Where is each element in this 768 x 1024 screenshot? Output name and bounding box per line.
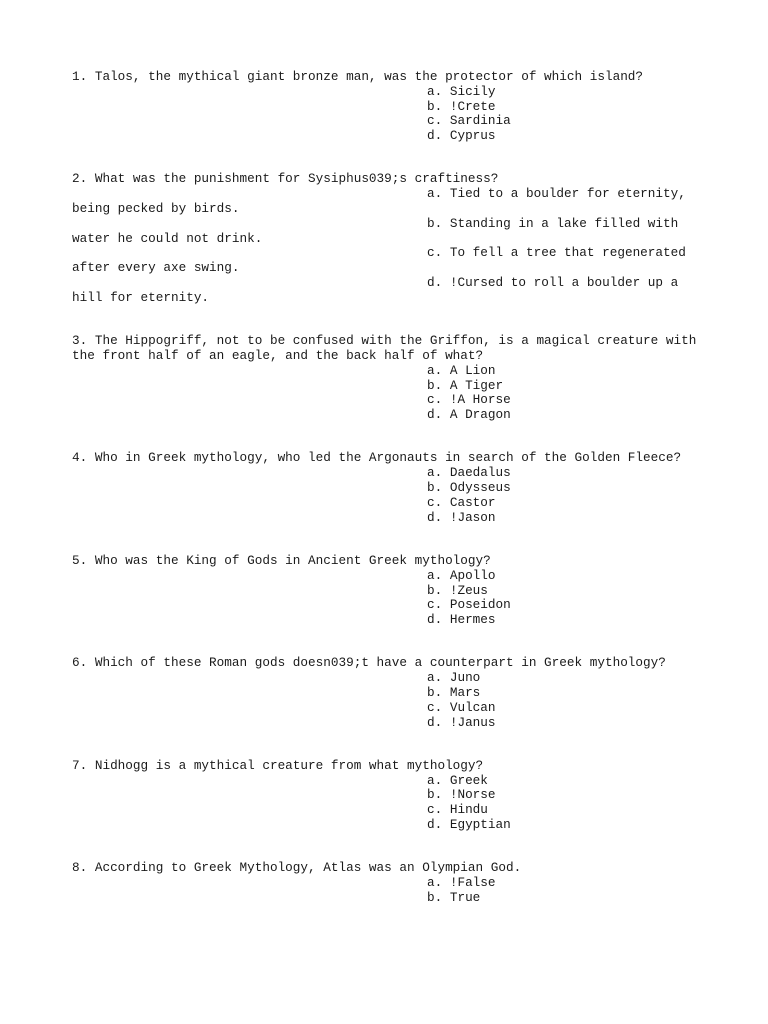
answer-option: c. Vulcan <box>427 699 496 715</box>
question-text: 2. What was the punishment for Sysiphus039;s craftiness? <box>72 171 499 187</box>
answer-option: c. Poseidon <box>427 597 511 613</box>
question-text: 7. Nidhogg is a mythical creature from what mythology? <box>72 757 484 773</box>
answer-option: b. !Crete <box>427 98 496 114</box>
question-text: 8. According to Greek Mythology, Atlas was an Olympian God. <box>72 860 522 876</box>
answer-option: a. Greek <box>427 772 488 788</box>
answer-option: c. Hindu <box>427 802 488 818</box>
question-text: 4. Who in Greek mythology, who led the Argonauts in search of the Golden Fleece? <box>72 450 682 466</box>
answer-option: b. Odysseus <box>427 480 511 496</box>
answer-option: c. !A Horse <box>427 392 511 408</box>
answer-option: d. !Jason <box>427 509 496 525</box>
question-text: 3. The Hippogriff, not to be confused with the Griffon, is a magical creature with the front half of an eagle, and the back half of what? <box>72 333 704 363</box>
answer-option: b. True <box>427 889 481 905</box>
answer-option: d. !Cursed to roll a boulder up a hill for eternity. <box>72 275 686 305</box>
question-2 <box>72 172 712 305</box>
answer-option: b. Mars <box>427 685 481 700</box>
answer-option: d. A Dragon <box>427 407 511 423</box>
question-5 <box>72 554 712 628</box>
answer-option: a. !False <box>427 875 496 891</box>
answer-option: a. Sicily <box>427 83 496 99</box>
question-3 <box>72 334 712 423</box>
answer-option: d. !Janus <box>427 714 496 730</box>
question-text: 6. Which of these Roman gods doesn039;t have a counterpart in Greek mythology? <box>72 655 666 671</box>
question-4 <box>72 451 712 525</box>
answer-option: d. Hermes <box>427 612 496 628</box>
answer-option: c. To fell a tree that regenerated after every axe swing. <box>72 245 694 276</box>
question-1 <box>72 70 712 144</box>
answer-option: b. !Zeus <box>427 582 488 598</box>
answer-option: b. A Tiger <box>427 377 504 393</box>
answer-option: a. A Lion <box>427 362 496 378</box>
question-7 <box>72 759 712 833</box>
answer-option: a. Daedalus <box>427 465 511 481</box>
answer-option: d. Cyprus <box>427 128 496 144</box>
question-text: 5. Who was the King of Gods in Ancient Greek mythology? <box>72 552 491 568</box>
question-6 <box>72 656 712 730</box>
answer-option: a. Juno <box>427 670 481 686</box>
answer-option: d. Egyptian <box>427 817 511 833</box>
question-text: 1. Talos, the mythical giant bronze man, was the protector of which island? <box>72 69 644 84</box>
answer-option: b. Standing in a lake filled with water he could not drink. <box>72 215 686 246</box>
question-8 <box>72 861 712 905</box>
answer-option: b. !Norse <box>427 787 496 803</box>
quiz-document <box>72 70 712 934</box>
answer-option: c. Sardinia <box>427 113 511 129</box>
answer-option: c. Castor <box>427 494 496 510</box>
answer-option: a. Tied to a boulder for eternity, being pecked by birds. <box>72 186 694 217</box>
answer-option: a. Apollo <box>427 567 496 583</box>
